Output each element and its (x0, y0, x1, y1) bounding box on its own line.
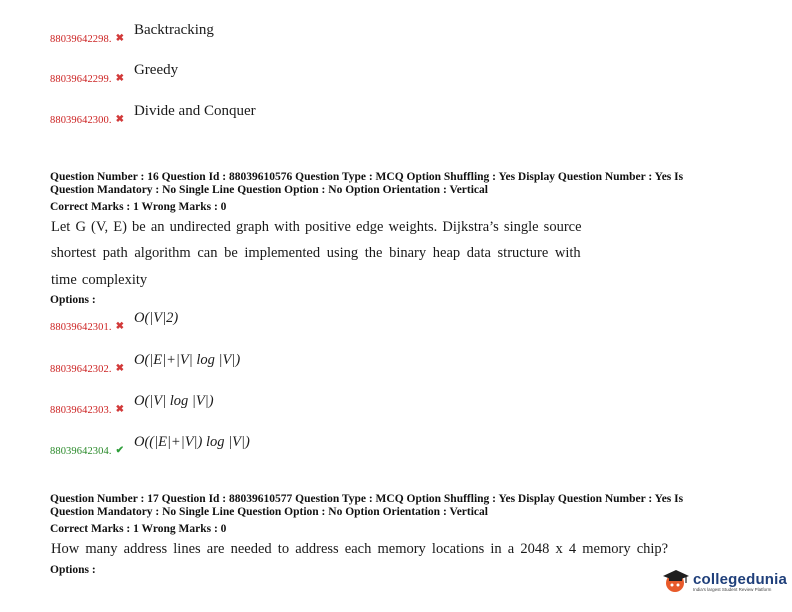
question-marks: Correct Marks : 1 Wrong Marks : 0 (50, 201, 227, 213)
option-row (50, 22, 214, 45)
question-meta (50, 493, 683, 519)
option-row (50, 62, 179, 85)
option-text: Greedy (133, 62, 179, 78)
option-text: O(|V| log |V|) (133, 393, 214, 409)
options-label: Options : (50, 294, 96, 306)
option-row (50, 310, 179, 333)
question-text: Let G (V, E) be an undirected graph with positive edge weights. Dijkstra’s single source (51, 219, 582, 235)
option-row (50, 393, 214, 416)
question-meta-line: Question Number : 17 Question Id : 88039610577 Question Type : MCQ Option Shuffling : Yes Display Question Number : Yes Is (50, 493, 684, 505)
option-row (50, 434, 250, 457)
option-id: 88039642300. (50, 115, 112, 126)
collegedunia-logo (662, 568, 787, 594)
option-id: 88039642303. (50, 405, 112, 416)
question-marks: Correct Marks : 1 Wrong Marks : 0 (50, 523, 227, 535)
cross-icon: ✖ (115, 73, 124, 84)
question-meta-line: Question Mandatory : No Single Line Question Option : No Option Orientation : Vertical (50, 506, 488, 518)
question-meta (50, 171, 683, 197)
option-id: 88039642301. (50, 322, 112, 333)
question-meta-line: Question Number : 16 Question Id : 88039610576 Question Type : MCQ Option Shuffling : Yes Display Question Number : Yes Is (50, 171, 684, 183)
cross-icon: ✖ (115, 363, 124, 374)
cross-icon: ✖ (115, 404, 124, 415)
option-id: 88039642298. (50, 34, 112, 45)
question-meta-line: Question Mandatory : No Single Line Question Option : No Option Orientation : Vertical (50, 184, 488, 196)
question-text: time complexity (51, 272, 148, 288)
option-id: 88039642299. (50, 74, 112, 85)
option-row (50, 103, 256, 126)
logo-tagline: India's largest Student Review Platform (693, 586, 772, 592)
option-text: O(|V|2) (133, 310, 179, 326)
question-text: How many address lines are needed to address each memory locations in a 2048 x 4 memory chip? (51, 541, 669, 557)
question-text: shortest path algorithm can be implemented using the binary heap data structure with (51, 245, 581, 261)
option-row (50, 352, 241, 375)
option-id: 88039642302. (50, 364, 112, 375)
check-icon: ✔ (115, 445, 124, 456)
cross-icon: ✖ (115, 321, 124, 332)
logo-brand: collegedunia (693, 570, 788, 588)
options-label: Options : (50, 564, 96, 576)
option-text: O((|E|+|V|) log |V|) (133, 434, 250, 450)
cross-icon: ✖ (115, 114, 124, 125)
graduation-cap-icon (662, 568, 690, 594)
option-id: 88039642304. (50, 446, 112, 457)
option-text: Backtracking (133, 22, 214, 38)
cross-icon: ✖ (115, 33, 124, 44)
option-text: O(|E|+|V| log |V|) (133, 352, 241, 368)
option-text: Divide and Conquer (133, 103, 256, 119)
